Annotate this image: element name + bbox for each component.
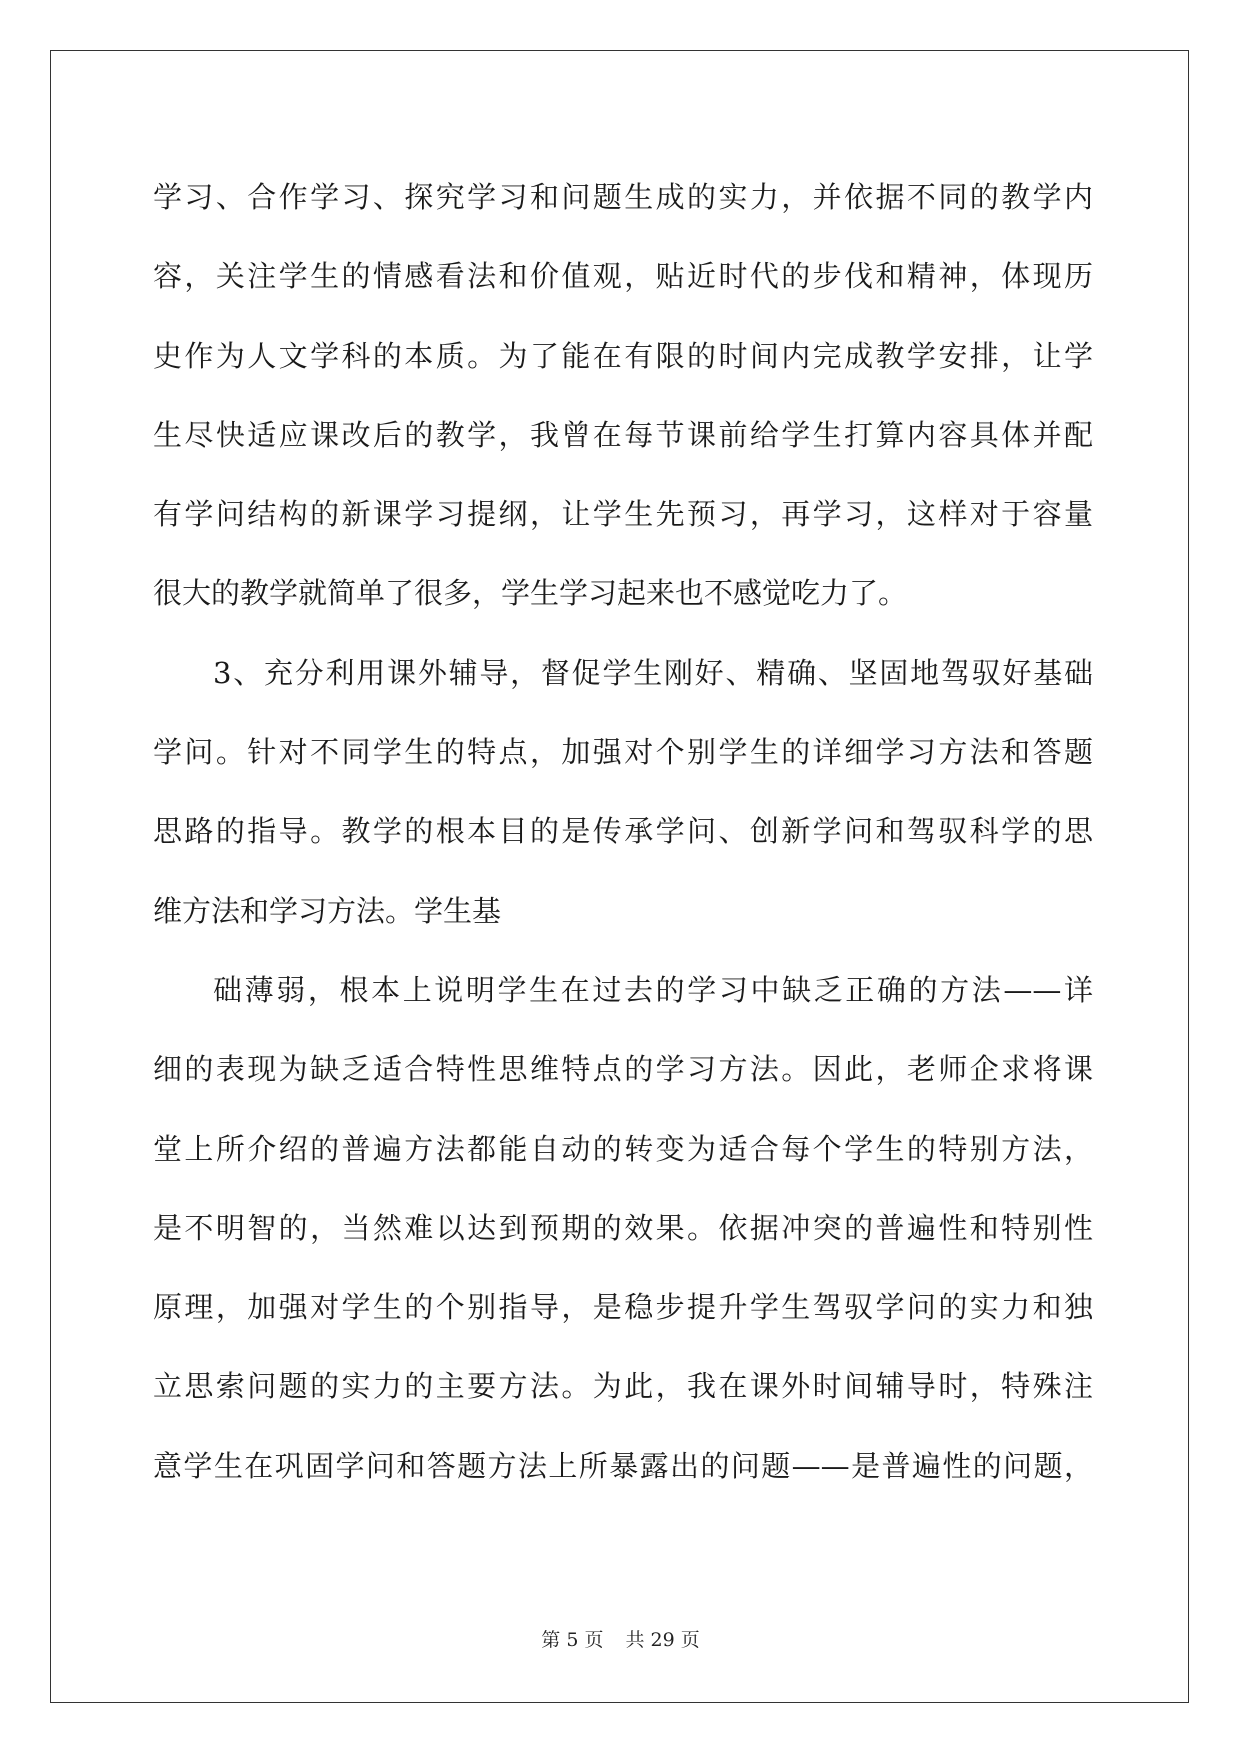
text-line: 史作为人文学科的本质。为了能在有限的时间内完成教学安排，让学	[153, 338, 1093, 373]
text-line: 是不明智的，当然难以达到预期的效果。依据冲突的普遍性和特别性	[153, 1210, 1093, 1245]
text-line: 意学生在巩固学问和答题方法上所暴露出的问题——是普遍性的问题，	[153, 1448, 1093, 1483]
text-line: 学习、合作学习、探究学习和问题生成的实力，并依据不同的教学内	[153, 180, 1093, 214]
text-line: 学问。针对不同学生的特点，加强对个别学生的详细学习方法和答题	[153, 735, 1093, 770]
text-line: 堂上所介绍的普遍方法都能自动的转变为适合每个学生的特别方法，	[153, 1131, 1093, 1166]
text-line: 细的表现为缺乏适合特性思维特点的学习方法。因此，老师企求将课	[153, 1052, 1093, 1087]
document-body	[153, 158, 1093, 1506]
text-line: 立思索问题的实力的主要方法。为此，我在课外时间辅导时，特殊注	[153, 1369, 1093, 1404]
paragraph-first-line: 础薄弱，根本上说明学生在过去的学习中缺乏正确的方法——详	[213, 972, 1093, 1007]
paragraph-first-line: 3、充分利用课外辅导，督促学生刚好、精确、坚固地驾驭好基础	[213, 655, 1093, 690]
text-line: 生尽快适应课改后的教学，我曾在每节课前给学生打算内容具体并配	[153, 417, 1093, 452]
text-line: 原理，加强对学生的个别指导，是稳步提升学生驾驭学问的实力和独	[153, 1290, 1093, 1325]
text-line: 容，关注学生的情感看法和价值观，贴近时代的步伐和精神，体现历	[153, 259, 1093, 294]
text-line: 思路的指导。教学的根本目的是传承学问、创新学问和驾驭科学的思	[153, 814, 1093, 849]
text-line: 有学问结构的新课学习提纲，让学生先预习，再学习，这样对于容量	[153, 497, 1093, 532]
text-line: 很大的教学就简单了很多，学生学习起来也不感觉吃力了。	[153, 576, 908, 611]
page-footer	[0, 1628, 1241, 1652]
text-line: 维方法和学习方法。学生基	[153, 893, 502, 928]
page-total: 共 29 页	[625, 1629, 700, 1651]
page-number: 第 5 页	[541, 1629, 604, 1651]
